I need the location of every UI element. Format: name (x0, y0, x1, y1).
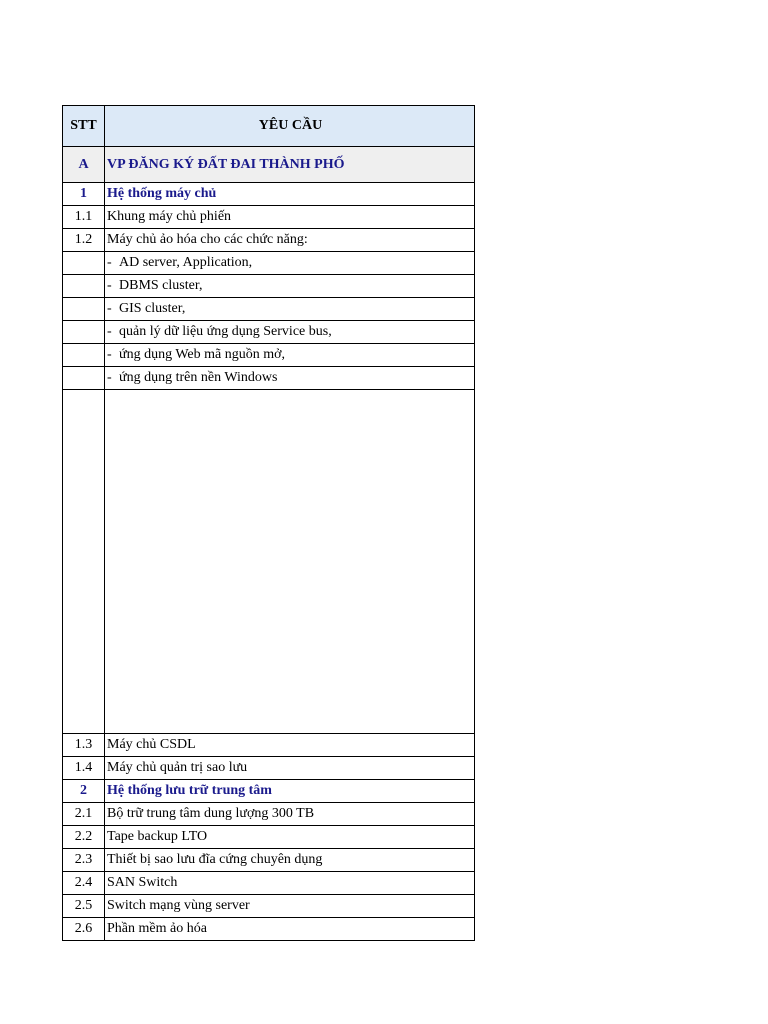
requirements-table (62, 105, 475, 941)
row-text: DBMS cluster, (119, 278, 203, 293)
column-header-requirement: YÊU CẦU (105, 106, 475, 147)
section-stt: A (63, 147, 105, 183)
row-stt (63, 321, 105, 344)
table-row (63, 206, 475, 229)
row-cell (105, 321, 475, 344)
row-stt: 2.5 (63, 895, 105, 918)
row-text: SAN Switch (105, 872, 475, 895)
row-stt (63, 298, 105, 321)
group-title: Hệ thống máy chủ (105, 183, 475, 206)
list-dash: - (107, 255, 112, 270)
row-text: Máy chủ ảo hóa cho các chức năng: (105, 229, 475, 252)
row-stt (63, 367, 105, 390)
row-cell (105, 252, 475, 275)
group-row (63, 780, 475, 803)
table-row (63, 252, 475, 275)
row-text: AD server, Application, (119, 255, 253, 270)
row-text: ứng dụng Web mã nguồn mở, (119, 347, 286, 362)
group-stt: 1 (63, 183, 105, 206)
row-cell (105, 344, 475, 367)
table-row (63, 321, 475, 344)
list-dash: - (107, 278, 112, 293)
table-row (63, 872, 475, 895)
table-row (63, 849, 475, 872)
row-stt: 1.4 (63, 757, 105, 780)
table-row (63, 803, 475, 826)
group-stt: 2 (63, 780, 105, 803)
row-text: Khung máy chủ phiến (105, 206, 475, 229)
table-header-row (63, 106, 475, 147)
row-cell (105, 275, 475, 298)
row-stt: 2.2 (63, 826, 105, 849)
row-stt: 2.4 (63, 872, 105, 895)
row-text: Thiết bị sao lưu đĩa cứng chuyên dụng (105, 849, 475, 872)
row-text: Máy chủ quản trị sao lưu (105, 757, 475, 780)
row-stt: 1.3 (63, 734, 105, 757)
group-row (63, 183, 475, 206)
row-text: Máy chủ CSDL (105, 734, 475, 757)
section-row (63, 147, 475, 183)
table-row (63, 918, 475, 941)
row-stt: 2.6 (63, 918, 105, 941)
row-text: GIS cluster, (119, 301, 186, 316)
group-title: Hệ thống lưu trữ trung tâm (105, 780, 475, 803)
empty-row (63, 390, 475, 734)
row-stt: 1.1 (63, 206, 105, 229)
row-stt: 1.2 (63, 229, 105, 252)
list-dash: - (107, 370, 112, 385)
table-row (63, 367, 475, 390)
row-stt: 2.1 (63, 803, 105, 826)
table-row (63, 734, 475, 757)
empty-cell (63, 390, 105, 734)
column-header-stt: STT (63, 106, 105, 147)
section-title: VP ĐĂNG KÝ ĐẤT ĐAI THÀNH PHỐ (105, 147, 475, 183)
table-row (63, 826, 475, 849)
table-row (63, 895, 475, 918)
table-row (63, 298, 475, 321)
row-stt (63, 252, 105, 275)
table-row (63, 757, 475, 780)
table-row (63, 275, 475, 298)
row-cell (105, 298, 475, 321)
row-stt: 2.3 (63, 849, 105, 872)
row-text: quản lý dữ liệu ứng dụng Service bus, (119, 324, 332, 339)
row-stt (63, 275, 105, 298)
empty-cell (105, 390, 475, 734)
row-cell (105, 367, 475, 390)
row-stt (63, 344, 105, 367)
row-text: ứng dụng trên nền Windows (119, 370, 278, 385)
table-row (63, 229, 475, 252)
row-text: Switch mạng vùng server (105, 895, 475, 918)
list-dash: - (107, 324, 112, 339)
table-row (63, 344, 475, 367)
row-text: Phần mềm ảo hóa (105, 918, 475, 941)
list-dash: - (107, 301, 112, 316)
row-text: Tape backup LTO (105, 826, 475, 849)
row-text: Bộ trữ trung tâm dung lượng 300 TB (105, 803, 475, 826)
list-dash: - (107, 347, 112, 362)
